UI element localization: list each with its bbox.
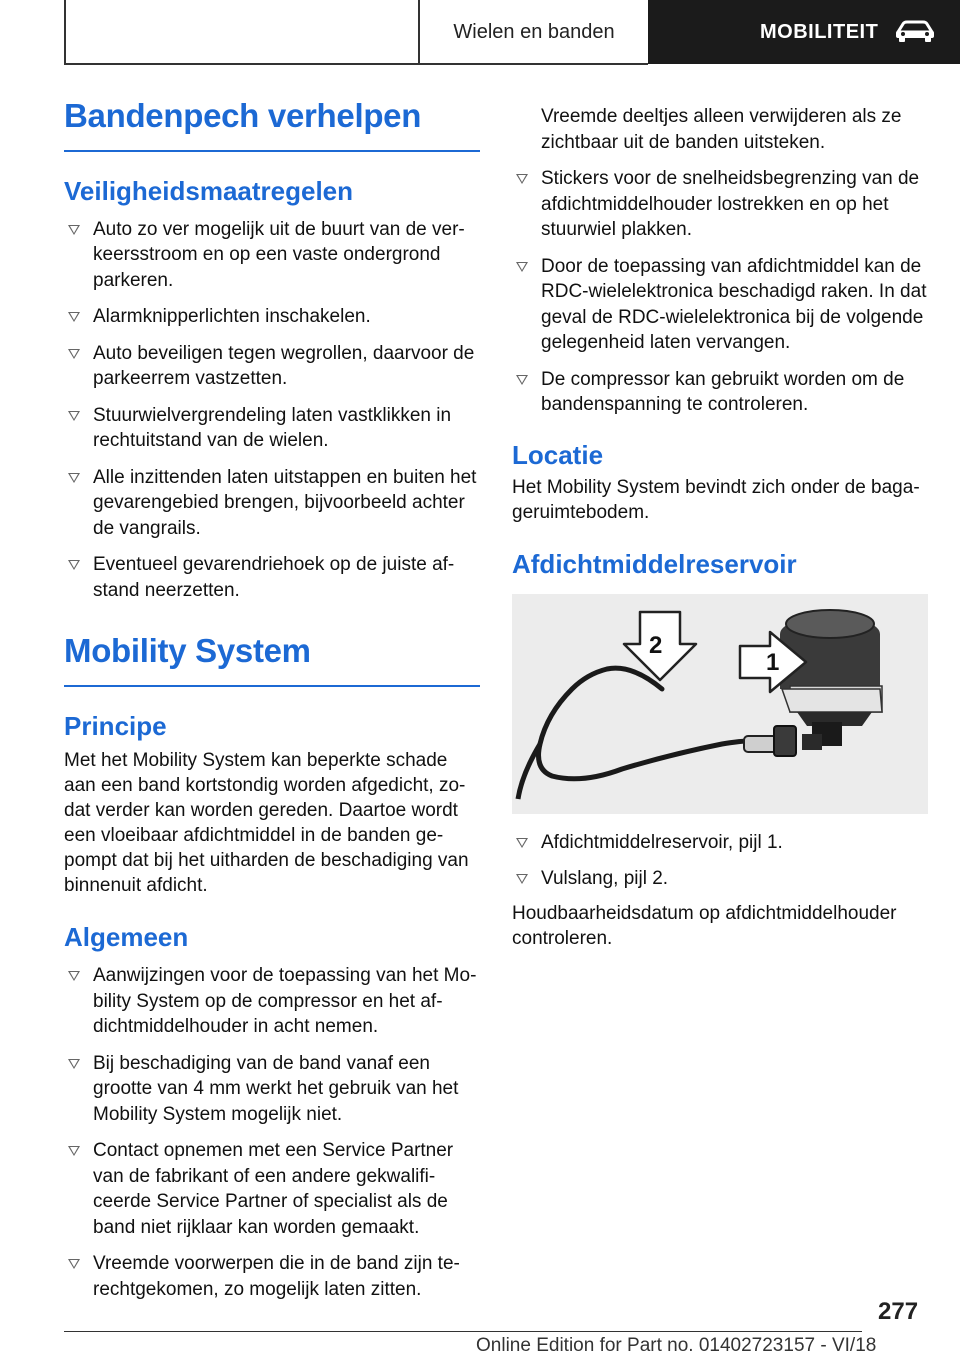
list-item: Eventueel gevarendriehoek op de juiste af-stand neerzetten.: [64, 552, 480, 603]
sealant-reservoir-illustration: [512, 594, 928, 814]
heading-rule: [64, 685, 480, 687]
section-tab[interactable]: [418, 0, 648, 64]
heading-rule: [64, 150, 480, 152]
list-item: Vreemde voorwerpen die in de band zijn te-rechtgekomen, zo mogelijk laten zitten.: [64, 1251, 480, 1302]
triangle-bullet-icon: [68, 971, 80, 981]
right-column: [512, 104, 928, 951]
triangle-bullet-icon: [68, 312, 80, 322]
heading-bandenpech: Bandenpech verhelpen: [64, 97, 422, 134]
triangle-bullet-icon: [68, 1059, 80, 1069]
list-item: Vulslang, pijl 2.: [512, 866, 928, 892]
list-item: Contact opnemen met een Service Partner van de fabrikant of een andere gekwalifi-ceerde Service Partner of specialist als de band niet rijklaar kan worden gemaakt.: [64, 1138, 480, 1240]
page-number: 277: [878, 1298, 919, 1325]
list-item: Door de toepassing van afdichtmiddel kan de RDC-wielelektronica beschadigd raken. In dat geval de RDC-wielelektronica bij de volgende gelegenheid laten vervangen.: [512, 254, 928, 356]
list-item-continuation: Vreemde deeltjes alleen verwijderen als ze zichtbaar uit de banden uitsteken.: [541, 106, 902, 153]
list-veiligheid: [64, 217, 480, 604]
chapter-title: MOBILITEIT: [760, 20, 879, 43]
triangle-bullet-icon: [68, 1259, 80, 1269]
footer-rule: [64, 1331, 862, 1332]
header-left-rule: [64, 0, 66, 64]
list-item: Auto zo ver mogelijk uit de buurt van de ver-keersstroom en op een vaste ondergrond parkeren.: [64, 217, 480, 294]
triangle-bullet-icon: [68, 473, 80, 483]
list-figure-legend: [512, 830, 928, 892]
triangle-bullet-icon: [516, 174, 528, 184]
left-column: [64, 96, 480, 1313]
paragraph-houdbaarheid: Houdbaarheidsdatum op afdichtmiddelhouder controleren.: [512, 902, 897, 949]
paragraph-locatie: Het Mobility System bevindt zich onder de baga-geruimtebodem.: [512, 476, 920, 523]
heading-afdichtmiddelreservoir: Afdichtmiddelreservoir: [512, 548, 797, 579]
car-icon: [894, 18, 936, 47]
triangle-bullet-icon: [516, 838, 528, 848]
triangle-bullet-icon: [68, 1146, 80, 1156]
list-item: Aanwijzingen voor de toepassing van het Mo-bility System op de compressor en het af-dichtmiddelhouder in acht nemen.: [64, 963, 480, 1040]
list-item: Afdichtmiddelreservoir, pijl 1.: [512, 830, 928, 856]
triangle-bullet-icon: [516, 874, 528, 884]
heading-mobility-system: Mobility System: [64, 632, 311, 670]
arrow-2-label: 2: [649, 631, 663, 659]
heading-algemeen: Algemeen: [64, 922, 189, 953]
list-item: Auto beveiligen tegen wegrollen, daarvoor de parkeerrem vastzetten.: [64, 341, 480, 392]
paragraph-principe: Met het Mobility System kan beperkte schade aan een band kortstondig worden afgedicht, zo-dat verder kan worden gereden. Daartoe wordt een vloeibaar afdichtmiddel in de banden ge-pompt dat bij het uitharden de beschadiging van binnenuit afdicht.: [64, 750, 469, 897]
heading-veiligheid: Veiligheidsmaatregelen: [64, 175, 354, 206]
list-item: Stickers voor de snelheidsbegrenzing van de afdichtmiddelhouder lostrekken en op het stuurwiel plakken.: [512, 166, 928, 243]
triangle-bullet-icon: [516, 375, 528, 385]
triangle-bullet-icon: [68, 411, 80, 421]
section-title: Wielen en banden: [453, 20, 615, 43]
triangle-bullet-icon: [68, 225, 80, 235]
list-item: De compressor kan gebruikt worden om de bandenspanning te controleren.: [512, 367, 928, 418]
list-item: Alarmknipperlichten inschakelen.: [64, 304, 480, 330]
heading-locatie: Locatie: [512, 439, 604, 470]
list-algemeen: [64, 963, 480, 1302]
triangle-bullet-icon: [516, 262, 528, 272]
chapter-tab[interactable]: [648, 0, 960, 64]
list-item: Bij beschadiging van de band vanaf een grootte van 4 mm werkt het gebruik van het Mobility System mogelijk niet.: [64, 1051, 480, 1128]
footer-edition: Online Edition for Part no. 01402723157 - VI/18: [476, 1335, 877, 1356]
triangle-bullet-icon: [68, 349, 80, 359]
arrow-1-label: 1: [766, 648, 780, 676]
list-item: Stuurwielvergrendeling laten vastklikken in rechtuitstand van de wielen.: [64, 403, 480, 454]
triangle-bullet-icon: [68, 560, 80, 570]
list-item: Alle inzittenden laten uitstappen en buiten het gevarengebied brengen, bijvoorbeeld achter de vangrails.: [64, 465, 480, 542]
heading-principe: Principe: [64, 710, 167, 741]
list-aanwijzingen-vervolg: [512, 166, 928, 418]
